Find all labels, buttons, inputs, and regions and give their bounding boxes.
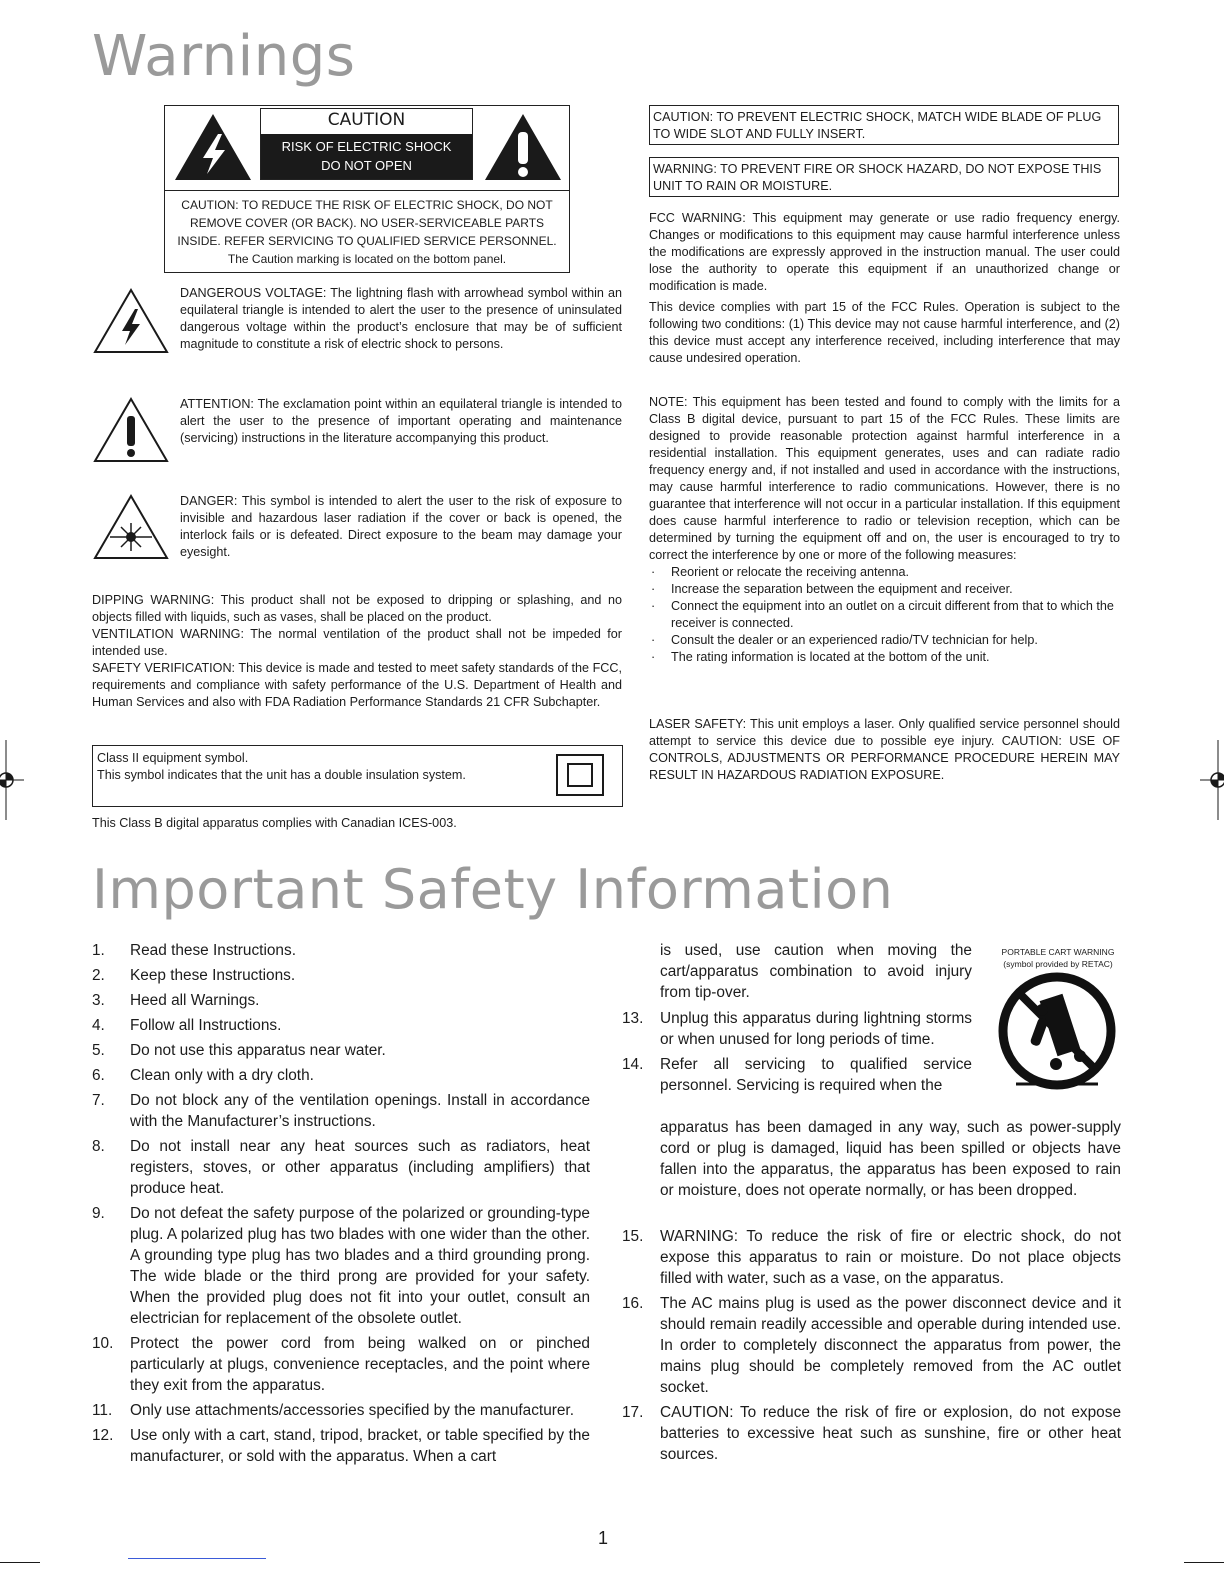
cart-caption-line1: PORTABLE CART WARNING <box>1001 947 1115 957</box>
registration-mark-icon <box>1200 740 1224 820</box>
canadian-compliance: This Class B digital apparatus complies with Canadian ICES-003. <box>92 816 457 830</box>
page-number: 1 <box>598 1528 609 1548</box>
symbol-label: DANGER: <box>180 494 238 508</box>
crop-mark <box>1184 1562 1224 1563</box>
risk-line1: RISK OF ELECTRIC SHOCK <box>281 139 452 154</box>
exclamation-triangle-outline-icon <box>92 396 170 464</box>
dipping-text: This product shall not be exposed to dripping or splashing, and no objects filled with liquids, such as vases, shall be placed on the product. <box>92 593 623 624</box>
lightning-triangle-icon <box>173 112 253 182</box>
exclamation-triangle-icon <box>483 112 563 182</box>
list-item: 8. Do not install near any heat sources such as radiators, heat registers, stoves, or other apparatus (including amplifiers) that produce heat. <box>92 1138 590 1197</box>
footer-rule <box>128 1558 266 1559</box>
laser-caution-label: CAUTION: <box>1001 734 1062 748</box>
list-item: 10. Protect the power cord from being walked on or pinched particularly at plugs, convenience receptacles, and the point where they exit from the apparatus. <box>92 1335 590 1394</box>
dipping-label: DIPPING WARNING: <box>92 593 215 607</box>
caution-label: CAUTION <box>327 110 406 130</box>
fcc-label: FCC WARNING: <box>649 211 746 225</box>
safety-verification-text: This device is made and tested to meet safety standards of the FCC, requirements and compliance with safety performance of the U.S. Department of Health and Human Services and also with FDA Radiation Performance Standards 21 CFR Subchapter. <box>92 661 622 709</box>
list-item: 11. Only use attachments/accessories specified by the manufacturer. <box>92 1402 574 1419</box>
dangerous-voltage-row <box>92 285 622 375</box>
fcc-text: This equipment may generate or use radio frequency energy. Changes or modifications to this equipment may cause harmful interference unless the modifications are expressly approved in the instruction manual. The user could lose the authority to operate this equipment if an unauthorized change or modification is made. <box>649 211 1121 293</box>
double-insulation-icon <box>556 754 604 796</box>
caution-text: TO REDUCE THE RISK OF ELECTRIC SHOCK, DO NOT REMOVE COVER (OR BACK). NO USER-SERVICEABLE PARTS INSIDE. REFER SERVICING TO QUALIFIED SERVICE PERSONNEL. <box>177 198 557 248</box>
right-warning-text: TO PREVENT FIRE OR SHOCK HAZARD, DO NOT EXPOSE THIS UNIT TO RAIN OR MOISTURE. <box>653 162 1102 193</box>
list-item: · Connect the equipment into an outlet on a circuit different from that to which the receiver is connected. <box>649 598 1120 632</box>
symbol-text: The lightning flash with arrowhead symbol within an equilateral triangle is intended to alert the user to the presence of uninsulated dangerous voltage within the product’s enclosure that may be of sufficient magnitude to constitute a risk of electric shock to persons. <box>180 286 622 351</box>
list-item: · Reorient or relocate the receiving antenna. <box>649 564 1120 581</box>
list-item: · The rating information is located at the bottom of the unit. <box>649 649 1120 666</box>
class2-line2: This symbol indicates that the unit has a double insulation system. <box>97 768 466 782</box>
safety-title: Important Safety Information <box>92 858 894 921</box>
symbol-text: The exclamation point within an equilateral triangle is intended to alert the user to the presence of important operating and maintenance (servicing) instructions in the literature accompanying this product. <box>180 397 622 445</box>
laser-text: This unit employs a laser. Only qualified service personnel should attempt to service this device due to possible eye injury. <box>649 717 1120 748</box>
note-text: This equipment has been tested and found to comply with the limits for a Class B digital device, pursuant to part 15 of the FCC Rules. These limits are designed to provide reasonable protection against harmful interference in a residential installation. This equipment generates, uses and can radiate radio frequency energy and, if not installed and used in accordance with the instructions, may cause harmful interference to radio communications. However, there is no guarantee that interference will not occur in a particular installation. If this equipment does cause harmful interference to radio or television reception, which can be determined by turning the equipment off and on, the user is encouraged to try to correct the interference by one or more of the following measures: <box>649 395 1120 562</box>
safety-list-right-top <box>622 1008 972 1096</box>
list-item: 14. Refer all servicing to qualified service personnel. Servicing is required when the <box>622 1056 972 1094</box>
list-item: 15. WARNING: To reduce the risk of fire or electric shock, do not expose this apparatus to rain or moisture. Do not place objects filled with water, such as a vase, on the apparatus. <box>622 1228 1121 1287</box>
list-item: 12. Use only with a cart, stand, tripod, bracket, or table specified by the manufacturer, or sold with the apparatus. When a cart <box>92 1427 590 1465</box>
right-caution-text: TO PREVENT ELECTRIC SHOCK, MATCH WIDE BLADE OF PLUG TO WIDE SLOT AND FULLY INSERT. <box>653 110 1102 141</box>
caution-box <box>164 105 570 273</box>
danger-row <box>92 493 622 565</box>
warnings-title: Warnings <box>92 24 356 89</box>
right-caution-box <box>649 105 1119 145</box>
list-item: · Consult the dealer or an experienced radio/TV technician for help. <box>649 632 1120 649</box>
list-item: 4. Follow all Instructions. <box>92 1017 282 1034</box>
list-item: 7. Do not block any of the ventilation openings. Install in accordance with the Manufacturer’s instructions. <box>92 1092 590 1130</box>
crop-mark <box>0 1562 40 1563</box>
list-item: · Increase the separation between the equipment and receiver. <box>649 581 1120 598</box>
caution-marking: The Caution marking is located on the bottom panel. <box>227 252 507 266</box>
right-caution-label: CAUTION: <box>653 110 714 124</box>
item14-continued: apparatus has been damaged in any way, such as power-supply cord or plug is damaged, liquid has been spilled or objects have fallen into the apparatus, the apparatus has been exposed to rain or moisture, does not operate normally, or has been dropped. <box>660 1119 1121 1199</box>
list-item: 9. Do not defeat the safety purpose of the polarized or grounding-type plug. A polarized plug has two blades with one wider than the other. A grounding type plug has two blades and a third grounding prong. The wide blade or the third prong are provided for your safety. When the provided plug does not fit into your outlet, consult an electrician for replacement of the obsolete outlet. <box>92 1205 590 1327</box>
cart-caption <box>994 946 1122 970</box>
cart-caption-line2: (symbol provided by RETAC) <box>1003 959 1113 969</box>
ventilation-label: VENTILATION WARNING: <box>92 627 244 641</box>
list-item: 13. Unplug this apparatus during lightning storms or when unused for long periods of time. <box>622 1010 972 1048</box>
list-item: 3. Heed all Warnings. <box>92 992 260 1009</box>
symbol-text: This symbol is intended to alert the user to the risk of exposure to invisible and hazardous laser radiation if the cover or back is opened, the interlock fails or is defeated. Direct exposure to the beam may damage your eyesight. <box>180 494 622 559</box>
laser-caution-text: USE OF CONTROLS, ADJUSTMENTS OR PERFORMANCE PROCEDURE HEREIN MAY RESULT IN HAZARDOUS RADIATION EXPOSURE. <box>649 734 1120 782</box>
safety-list-left <box>92 940 590 1471</box>
fcc-part15: This device complies with part 15 of the FCC Rules. Operation is subject to the following two conditions: (1) This device may not cause harmful interference, and (2) this device must accept any interference received, including interference that may cause undesired operation. <box>649 300 1120 365</box>
note-label: NOTE: <box>649 395 688 409</box>
class2-line1: Class II equipment symbol. <box>97 751 249 765</box>
risk-line2: DO NOT OPEN <box>321 158 412 173</box>
ventilation-text: The normal ventilation of the product shall not be impeded for intended use. <box>92 627 622 658</box>
symbol-label: ATTENTION: <box>180 397 254 411</box>
list-item: 5. Do not use this apparatus near water. <box>92 1042 386 1059</box>
laser-label: LASER SAFETY: <box>649 717 747 731</box>
list-item: 16. The AC mains plug is used as the power disconnect device and it should remain readily accessible and operable during intended use. In order to completely disconnect the apparatus from power, the mains plug should be completely removed from the AC outlet socket. <box>622 1295 1121 1396</box>
list-item: 2. Keep these Instructions. <box>92 967 296 984</box>
laser-triangle-icon <box>92 493 170 561</box>
lightning-triangle-outline-icon <box>92 287 170 355</box>
portable-cart-warning-icon <box>998 972 1116 1090</box>
list-item: 1. Read these Instructions. <box>92 942 296 959</box>
safety-verification-label: SAFETY VERIFICATION: <box>92 661 236 675</box>
right-warning-label: WARNING: <box>653 162 717 176</box>
list-item: 17. CAUTION: To reduce the risk of fire or explosion, do not expose batteries to excessive heat such as sunshine, fire or other heat sources. <box>622 1404 1121 1463</box>
item12-continued: is used, use caution when moving the cart/apparatus combination to avoid injury from tip-over. <box>660 942 972 1001</box>
right-warning-box <box>649 157 1119 197</box>
attention-row <box>92 396 622 468</box>
measures-list <box>649 564 1120 666</box>
symbol-label: DANGEROUS VOLTAGE: <box>180 286 327 300</box>
registration-mark-icon <box>0 740 24 820</box>
safety-list-right <box>622 1226 1121 1469</box>
list-item: 6. Clean only with a dry cloth. <box>92 1067 314 1084</box>
class2-box <box>92 745 623 807</box>
caution-prefix: CAUTION: <box>181 198 239 212</box>
